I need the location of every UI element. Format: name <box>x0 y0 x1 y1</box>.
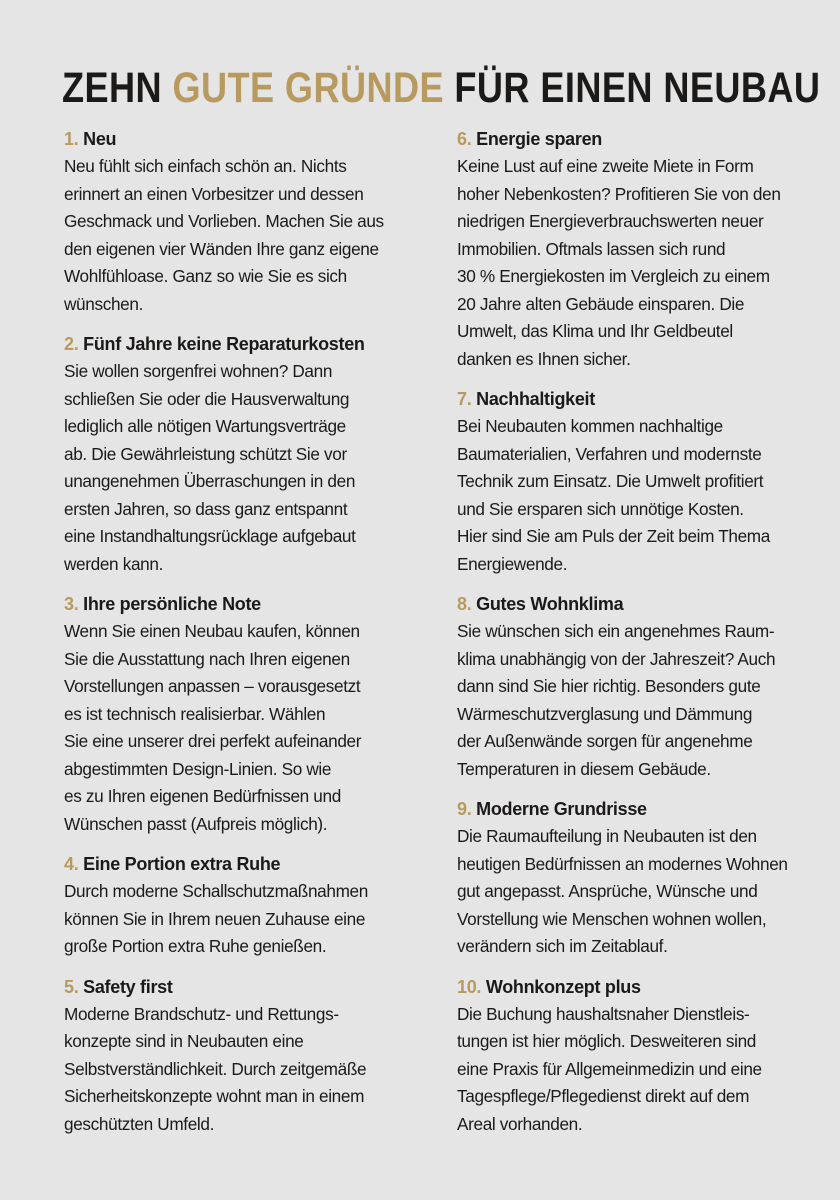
reason-text-line: Vorstellungen anpassen – vorausgesetzt <box>64 676 361 696</box>
reason-item <box>457 796 812 961</box>
reason-text <box>457 823 812 961</box>
reason-item <box>457 591 812 783</box>
reason-text-line: geschützten Umfeld. <box>64 1113 215 1134</box>
reason-item <box>457 126 812 373</box>
reason-text-line: 20 Jahre alten Gebäude einsparen. Die <box>457 293 745 314</box>
reason-heading <box>64 591 409 618</box>
reason-heading <box>457 126 812 153</box>
reason-text-line: können Sie in Ihrem neuen Zuhause eine <box>64 908 366 929</box>
reason-text-line: es ist technisch realisierbar. Wählen <box>64 703 326 724</box>
reason-text-line: Immobilien. Oftmals lassen sich rund <box>457 238 726 259</box>
reason-number: 8. <box>457 594 472 614</box>
reason-text-line: danken es Ihnen sicher. <box>457 348 631 369</box>
reason-heading-text: Eine Portion extra Ruhe <box>83 854 281 874</box>
reason-text-line: Temperaturen in diesem Gebäude. <box>457 758 711 779</box>
reason-text-line: Wünschen passt (Aufpreis möglich). <box>64 813 328 834</box>
reason-text-line: der Außenwände sorgen für angenehme <box>457 731 753 751</box>
reason-text-line: Bei Neubauten kommen nachhaltige <box>457 416 723 436</box>
reason-text-line: Keine Lust auf eine zweite Miete in Form <box>457 156 754 176</box>
reason-text-line: klima unabhängig von der Jahreszeit? Auch <box>457 648 776 669</box>
reason-text-line: lediglich alle nötigen Wartungsverträge <box>64 416 346 436</box>
reason-text-line: Sie die Ausstattung nach Ihren eigenen <box>64 648 350 669</box>
reason-text-line: den eigenen vier Wänden Ihre ganz eigene <box>64 238 379 259</box>
reason-text-line: Vorstellung wie Menschen wohnen wollen, <box>457 908 767 929</box>
reason-text-line: abgestimmten Design-Linien. So wie <box>64 758 332 779</box>
reason-text-line: Energiewende. <box>457 553 568 574</box>
reason-text <box>64 878 409 961</box>
reason-heading-text: Fünf Jahre keine Reparaturkosten <box>83 334 365 354</box>
reason-item <box>64 126 409 318</box>
reason-text-line: niedrigen Energieverbrauchswerten neuer <box>457 211 764 231</box>
reason-text-line: Neu fühlt sich einfach schön an. Nichts <box>64 156 347 176</box>
reason-text-line: ab. Die Gewährleistung schützt Sie vor <box>64 443 347 464</box>
reason-number: 10. <box>457 976 482 997</box>
reason-text-line: Wenn Sie einen Neubau kaufen, können <box>64 621 360 641</box>
reason-heading <box>64 974 409 1001</box>
reason-text-line: Baumaterialien, Verfahren und modernste <box>457 443 762 464</box>
reason-text-line: unangenehmen Überraschungen in den <box>64 471 356 491</box>
reason-item <box>64 974 409 1139</box>
reason-number: 1. <box>64 129 79 149</box>
reason-text-line: Wärmeschutzverglasung und Dämmung <box>457 703 753 724</box>
reason-text-line: wünschen. <box>64 293 144 314</box>
reason-text-line: Areal vorhanden. <box>457 1113 583 1134</box>
reason-text-line: Hier sind Sie am Puls der Zeit beim Thema <box>457 526 770 546</box>
reason-number: 9. <box>457 799 472 819</box>
reason-text <box>457 413 812 578</box>
reason-text-line: Sicherheitskonzepte wohnt man in einem <box>64 1086 365 1106</box>
reason-item <box>64 331 409 578</box>
reason-heading-text: Nachhaltigkeit <box>476 389 595 409</box>
reason-number: 4. <box>64 854 79 874</box>
reason-text-line: hoher Nebenkosten? Profitieren Sie von den <box>457 183 781 204</box>
reason-heading-text: Ihre persönliche Note <box>83 594 261 614</box>
reason-text-line: ersten Jahren, so dass ganz entspannt <box>64 498 348 519</box>
reason-text-line: schließen Sie oder die Hausverwaltung <box>64 388 350 409</box>
reason-number: 3. <box>64 594 79 614</box>
reason-text-line: Moderne Brandschutz- und Rettungs- <box>64 1003 339 1024</box>
reason-text-line: erinnert an einen Vorbesitzer und dessen <box>64 183 364 204</box>
reason-item <box>64 591 409 838</box>
reason-text <box>457 1001 812 1139</box>
reason-text-line: 30 % Energiekosten im Vergleich zu einem <box>457 266 770 286</box>
reason-text-line: dann sind Sie hier richtig. Besonders gute <box>457 676 761 696</box>
reason-text-line: Die Raumaufteilung in Neubauten ist den <box>457 826 757 846</box>
reason-text-line: Umwelt, das Klima und Ihr Geldbeutel <box>457 321 733 341</box>
title-part1: ZEHN <box>62 64 173 112</box>
reason-heading-text: Neu <box>83 129 117 149</box>
reason-heading-text: Moderne Grundrisse <box>476 799 647 819</box>
reason-text-line: Sie eine unserer drei perfekt aufeinander <box>64 731 362 751</box>
reason-text-line: eine Praxis für Allgemeinmedizin und eine <box>457 1058 762 1079</box>
title-part2: FÜR EINEN NEUBAU <box>443 64 821 112</box>
reason-heading <box>457 386 812 413</box>
reason-text-line: verändern sich im Zeitablauf. <box>457 936 668 956</box>
reason-text-line: große Portion extra Ruhe genießen. <box>64 936 327 956</box>
reason-text-line: Die Buchung haushaltsnaher Dienstleis- <box>457 1003 750 1024</box>
reason-heading <box>64 851 409 878</box>
page-title <box>62 58 821 118</box>
reason-number: 7. <box>457 389 472 409</box>
reason-heading <box>64 126 409 153</box>
reason-text-line: werden kann. <box>64 553 163 574</box>
reason-text-line: Sie wünschen sich ein angenehmes Raum- <box>457 621 775 641</box>
reason-text-line: Wohlfühloase. Ganz so wie Sie es sich <box>64 266 347 286</box>
reason-text-line: Tagespflege/Pflegedienst direkt auf dem <box>457 1086 750 1106</box>
reason-text-line: Technik zum Einsatz. Die Umwelt profitiert <box>457 471 764 491</box>
reason-number: 2. <box>64 334 79 354</box>
reason-heading <box>457 591 812 618</box>
reason-heading <box>457 974 812 1001</box>
reason-text-line: eine Instandhaltungsrücklage aufgebaut <box>64 526 356 546</box>
reason-heading <box>64 331 409 358</box>
reason-text-line: und Sie ersparen sich unnötige Kosten. <box>457 498 744 519</box>
reason-heading <box>457 796 812 823</box>
title-accent: GUTE GRÜNDE <box>172 64 444 112</box>
reason-text-line: tungen ist hier möglich. Desweiteren sind <box>457 1031 757 1051</box>
reason-heading-text: Gutes Wohnklima <box>476 594 624 614</box>
reason-text-line: heutigen Bedürfnissen an modernes Wohnen <box>457 853 788 874</box>
reason-number: 5. <box>64 976 79 997</box>
reason-item <box>457 974 812 1139</box>
reason-item <box>64 851 409 961</box>
reason-text <box>64 1001 409 1139</box>
reason-item <box>457 386 812 578</box>
reason-text-line: Geschmack und Vorlieben. Machen Sie aus <box>64 211 384 231</box>
reason-heading-text: Safety first <box>83 976 173 997</box>
left-column <box>64 126 409 1151</box>
reason-text <box>64 153 409 318</box>
reason-heading-text: Energie sparen <box>476 129 602 149</box>
reason-text <box>64 618 409 838</box>
right-column <box>457 126 812 1151</box>
reason-number: 6. <box>457 129 472 149</box>
reason-text-line: gut angepasst. Ansprüche, Wünsche und <box>457 881 758 901</box>
reason-heading-text: Wohnkonzept plus <box>485 976 641 997</box>
reason-text-line: Durch moderne Schallschutzmaßnahmen <box>64 881 368 901</box>
reason-text <box>64 358 409 578</box>
reason-text-line: Sie wollen sorgenfrei wohnen? Dann <box>64 361 333 381</box>
reason-text-line: es zu Ihren eigenen Bedürfnissen und <box>64 786 341 806</box>
reason-text-line: konzepte sind in Neubauten eine <box>64 1031 304 1051</box>
reason-text <box>457 153 812 373</box>
reason-text <box>457 618 812 783</box>
reason-text-line: Selbstverständlichkeit. Durch zeitgemäße <box>64 1058 367 1079</box>
